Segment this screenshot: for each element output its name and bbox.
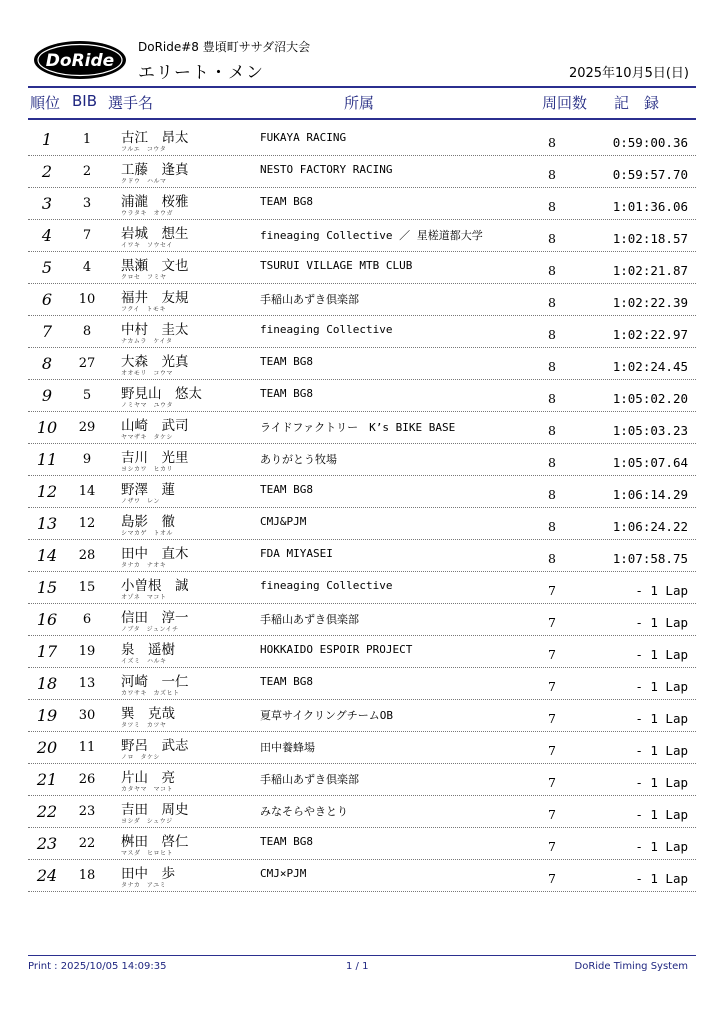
- team-cell: 田中養蜂場: [260, 741, 315, 754]
- kana-cell: マスダ ヒロヒト: [121, 850, 174, 857]
- team-cell: 夏草サイクリングチームOB: [260, 709, 394, 722]
- print-timestamp: Print : 2025/10/05 14:09:35: [28, 961, 167, 972]
- record-cell: 1:06:14.29: [612, 487, 688, 502]
- category-title: エリート・メン: [138, 63, 264, 83]
- bib-cell: 15: [78, 580, 96, 595]
- name-cell: 巽 克哉: [121, 706, 175, 722]
- rank-cell: 10: [36, 418, 58, 437]
- name-cell: 野澤 蓮: [121, 482, 175, 498]
- record-cell: 1:05:02.20: [612, 391, 688, 406]
- kana-cell: フルエ コウタ: [121, 146, 167, 153]
- name-cell: 浦瀧 桜雅: [121, 194, 189, 210]
- table-row: [28, 476, 696, 508]
- record-cell: 1:02:22.97: [612, 327, 688, 342]
- race-date: 2025年10月5日(日): [568, 66, 689, 81]
- team-cell: CMJ&PJM: [260, 515, 307, 528]
- rank-cell: 23: [36, 834, 58, 853]
- kana-cell: クロセ フミヤ: [121, 274, 167, 281]
- svg-text:DoRide: DoRide: [45, 51, 115, 71]
- table-row: [28, 668, 696, 700]
- bib-cell: 3: [82, 196, 92, 211]
- laps-cell: 7: [548, 679, 556, 694]
- rank-cell: 3: [41, 194, 53, 213]
- team-cell: HOKKAIDO ESPOIR PROJECT: [260, 643, 413, 656]
- laps-cell: 8: [548, 167, 556, 182]
- name-cell: 野見山 悠太: [121, 386, 202, 402]
- bib-cell: 28: [78, 548, 96, 563]
- rank-cell: 15: [36, 578, 58, 597]
- laps-cell: 8: [548, 551, 556, 566]
- bib-cell: 9: [82, 452, 92, 467]
- team-cell: みなそらやきとり: [260, 805, 348, 818]
- name-cell: 野呂 武志: [121, 738, 189, 754]
- kana-cell: イワキ ソウセイ: [121, 242, 173, 249]
- bib-cell: 5: [82, 388, 92, 403]
- table-row: [28, 412, 696, 444]
- bib-cell: 27: [78, 356, 96, 371]
- team-cell: 手稲山あずき倶楽部: [260, 293, 359, 306]
- record-cell: - 1 Lap: [635, 871, 688, 886]
- laps-cell: 7: [548, 871, 556, 886]
- kana-cell: オゾネ マコト: [121, 594, 167, 601]
- record-cell: 1:05:07.64: [612, 455, 688, 470]
- team-cell: 手稲山あずき倶楽部: [260, 773, 359, 786]
- bib-cell: 11: [78, 740, 96, 755]
- team-cell: TEAM BG8: [260, 387, 313, 400]
- results-table: [28, 124, 696, 892]
- bib-cell: 12: [78, 516, 96, 531]
- record-cell: - 1 Lap: [635, 711, 688, 726]
- team-cell: ライドファクトリー K’s BIKE BASE: [260, 421, 456, 434]
- rank-cell: 7: [41, 322, 53, 341]
- laps-cell: 7: [548, 647, 556, 662]
- table-row: [28, 316, 696, 348]
- kana-cell: ウラタキ オウガ: [121, 210, 173, 217]
- name-cell: 大森 光真: [121, 354, 189, 370]
- rank-cell: 14: [36, 546, 58, 565]
- name-cell: 工藤 逢真: [121, 162, 189, 178]
- col-name: 選手名: [108, 94, 154, 112]
- name-cell: 福井 友規: [121, 290, 189, 306]
- table-row: [28, 540, 696, 572]
- record-cell: 1:07:58.75: [612, 551, 688, 566]
- col-rank: 順位: [30, 94, 61, 112]
- kana-cell: シマカゲ トオル: [121, 530, 173, 537]
- laps-cell: 7: [548, 615, 556, 630]
- record-cell: - 1 Lap: [635, 775, 688, 790]
- kana-cell: フクイ トモキ: [121, 306, 167, 313]
- rank-cell: 24: [36, 866, 58, 885]
- name-cell: 岩城 想生: [121, 226, 189, 242]
- col-bib: BIB: [72, 92, 98, 110]
- bib-cell: 1: [82, 132, 92, 147]
- rank-cell: 16: [36, 610, 58, 629]
- record-cell: - 1 Lap: [635, 615, 688, 630]
- record-cell: 1:01:36.06: [612, 199, 688, 214]
- kana-cell: オオモリ コウマ: [121, 370, 173, 377]
- laps-cell: 8: [548, 231, 556, 246]
- table-row: [28, 604, 696, 636]
- laps-cell: 8: [548, 199, 556, 214]
- record-cell: 1:05:03.23: [612, 423, 688, 438]
- table-row: [28, 444, 696, 476]
- kana-cell: イズミ ハルキ: [121, 658, 167, 665]
- table-row: [28, 796, 696, 828]
- laps-cell: 8: [548, 263, 556, 278]
- table-row: [28, 828, 696, 860]
- kana-cell: ノミヤマ ユウタ: [121, 402, 173, 409]
- kana-cell: ヨシダ シュウジ: [121, 818, 173, 825]
- kana-cell: カワサキ カズヒト: [121, 690, 180, 697]
- laps-cell: 7: [548, 711, 556, 726]
- bib-cell: 6: [82, 612, 92, 627]
- laps-cell: 8: [548, 423, 556, 438]
- rank-cell: 5: [41, 258, 53, 277]
- record-cell: - 1 Lap: [635, 679, 688, 694]
- rank-cell: 4: [41, 226, 53, 245]
- laps-cell: 8: [548, 295, 556, 310]
- rank-cell: 2: [41, 162, 53, 181]
- name-cell: 吉田 周史: [121, 802, 189, 818]
- team-cell: FDA MIYASEI: [260, 547, 333, 560]
- bib-cell: 14: [78, 484, 96, 499]
- rank-cell: 21: [36, 770, 58, 789]
- kana-cell: ナカムラ ケイタ: [121, 338, 173, 345]
- table-row: [28, 252, 696, 284]
- record-cell: - 1 Lap: [635, 807, 688, 822]
- team-cell: TEAM BG8: [260, 675, 313, 688]
- bib-cell: 2: [82, 164, 92, 179]
- team-cell: TEAM BG8: [260, 195, 313, 208]
- name-cell: 片山 亮: [121, 770, 175, 786]
- rank-cell: 12: [36, 482, 58, 501]
- table-row: [28, 700, 696, 732]
- footer: [28, 955, 696, 976]
- doride-logo: [33, 40, 127, 80]
- record-cell: 1:02:21.87: [612, 263, 688, 278]
- kana-cell: ヤマザキ タケシ: [121, 434, 173, 441]
- bib-cell: 23: [78, 804, 96, 819]
- team-cell: TEAM BG8: [260, 835, 313, 848]
- rank-cell: 13: [36, 514, 58, 533]
- team-cell: TSURUI VILLAGE MTB CLUB: [260, 259, 413, 272]
- bib-cell: 19: [78, 644, 96, 659]
- table-row: [28, 380, 696, 412]
- name-cell: 小曽根 誠: [121, 578, 189, 594]
- rank-cell: 22: [36, 802, 58, 821]
- event-title: DoRide#8 豊頃町ササダ沼大会: [138, 40, 311, 54]
- record-cell: - 1 Lap: [635, 647, 688, 662]
- team-cell: fineaging Collective: [260, 579, 393, 592]
- bib-cell: 7: [82, 228, 92, 243]
- name-cell: 田中 歩: [121, 866, 175, 882]
- name-cell: 中村 圭太: [121, 322, 189, 338]
- col-record: 記 録: [614, 94, 660, 112]
- kana-cell: カタヤマ マコト: [121, 786, 174, 793]
- laps-cell: 7: [548, 743, 556, 758]
- rank-cell: 6: [41, 290, 53, 309]
- record-cell: 0:59:00.36: [612, 135, 688, 150]
- team-cell: FUKAYA RACING: [260, 131, 347, 144]
- name-cell: 桝田 啓仁: [121, 834, 189, 850]
- rank-cell: 11: [36, 450, 58, 469]
- record-cell: 0:59:57.70: [612, 167, 688, 182]
- laps-cell: 8: [548, 455, 556, 470]
- bib-cell: 29: [78, 420, 96, 435]
- bib-cell: 13: [78, 676, 96, 691]
- name-cell: 河崎 一仁: [121, 674, 189, 690]
- col-laps: 周回数: [542, 94, 588, 112]
- team-cell: ありがとう牧場: [260, 453, 337, 466]
- col-team: 所属: [344, 94, 375, 112]
- record-cell: 1:02:24.45: [612, 359, 688, 374]
- rank-cell: 20: [36, 738, 58, 757]
- name-cell: 信田 淳一: [121, 610, 189, 626]
- rank-cell: 17: [36, 642, 58, 661]
- name-cell: 古江 昂太: [121, 130, 189, 146]
- laps-cell: 8: [548, 391, 556, 406]
- kana-cell: ノロ タケシ: [121, 754, 160, 761]
- rank-cell: 19: [36, 706, 58, 725]
- bib-cell: 10: [78, 292, 96, 307]
- table-row: [28, 764, 696, 796]
- laps-cell: 8: [548, 359, 556, 374]
- laps-cell: 7: [548, 839, 556, 854]
- table-row: [28, 860, 696, 892]
- kana-cell: タナカ ナオキ: [121, 562, 167, 569]
- team-cell: 手稲山あずき倶楽部: [260, 613, 359, 626]
- kana-cell: ノブタ ジュンイチ: [121, 626, 179, 633]
- team-cell: fineaging Collective ／ 星槎道都大学: [260, 229, 483, 242]
- rank-cell: 8: [41, 354, 53, 373]
- team-cell: TEAM BG8: [260, 355, 313, 368]
- bib-cell: 18: [78, 868, 96, 883]
- table-row: [28, 348, 696, 380]
- rank-cell: 1: [41, 130, 53, 149]
- laps-cell: 8: [548, 487, 556, 502]
- laps-cell: 8: [548, 135, 556, 150]
- name-cell: 島影 徹: [121, 514, 175, 530]
- laps-cell: 8: [548, 327, 556, 342]
- table-row: [28, 508, 696, 540]
- kana-cell: タナカ アユミ: [121, 882, 167, 889]
- record-cell: 1:02:18.57: [612, 231, 688, 246]
- rank-cell: 18: [36, 674, 58, 693]
- bib-cell: 26: [78, 772, 96, 787]
- table-row: [28, 284, 696, 316]
- laps-cell: 7: [548, 583, 556, 598]
- record-cell: - 1 Lap: [635, 839, 688, 854]
- table-row: [28, 188, 696, 220]
- rank-cell: 9: [41, 386, 53, 405]
- record-cell: 1:06:24.22: [612, 519, 688, 534]
- bib-cell: 8: [82, 324, 92, 339]
- record-cell: 1:02:22.39: [612, 295, 688, 310]
- kana-cell: タツミ カツヤ: [121, 722, 167, 729]
- laps-cell: 8: [548, 519, 556, 534]
- table-row: [28, 156, 696, 188]
- kana-cell: ノザワ レン: [121, 498, 160, 505]
- name-cell: 田中 直木: [121, 546, 189, 562]
- record-cell: - 1 Lap: [635, 743, 688, 758]
- name-cell: 泉 遥樹: [121, 642, 175, 658]
- system-name: DoRide Timing System: [574, 961, 688, 972]
- table-row: [28, 572, 696, 604]
- bib-cell: 4: [82, 260, 92, 275]
- record-cell: - 1 Lap: [635, 583, 688, 598]
- column-header: [28, 86, 696, 120]
- name-cell: 黒瀬 文也: [121, 258, 189, 274]
- table-row: [28, 732, 696, 764]
- kana-cell: クドウ ハルマ: [121, 178, 167, 185]
- table-row: [28, 220, 696, 252]
- table-row: [28, 636, 696, 668]
- name-cell: 吉川 光里: [121, 450, 189, 466]
- bib-cell: 30: [78, 708, 96, 723]
- page-number: 1 / 1: [346, 961, 369, 972]
- bib-cell: 22: [78, 836, 96, 851]
- team-cell: TEAM BG8: [260, 483, 313, 496]
- table-row: [28, 124, 696, 156]
- team-cell: CMJ×PJM: [260, 867, 307, 880]
- team-cell: NESTO FACTORY RACING: [260, 163, 393, 176]
- laps-cell: 7: [548, 807, 556, 822]
- kana-cell: ヨシカワ ヒカリ: [121, 466, 174, 473]
- name-cell: 山崎 武司: [121, 418, 189, 434]
- laps-cell: 7: [548, 775, 556, 790]
- team-cell: fineaging Collective: [260, 323, 393, 336]
